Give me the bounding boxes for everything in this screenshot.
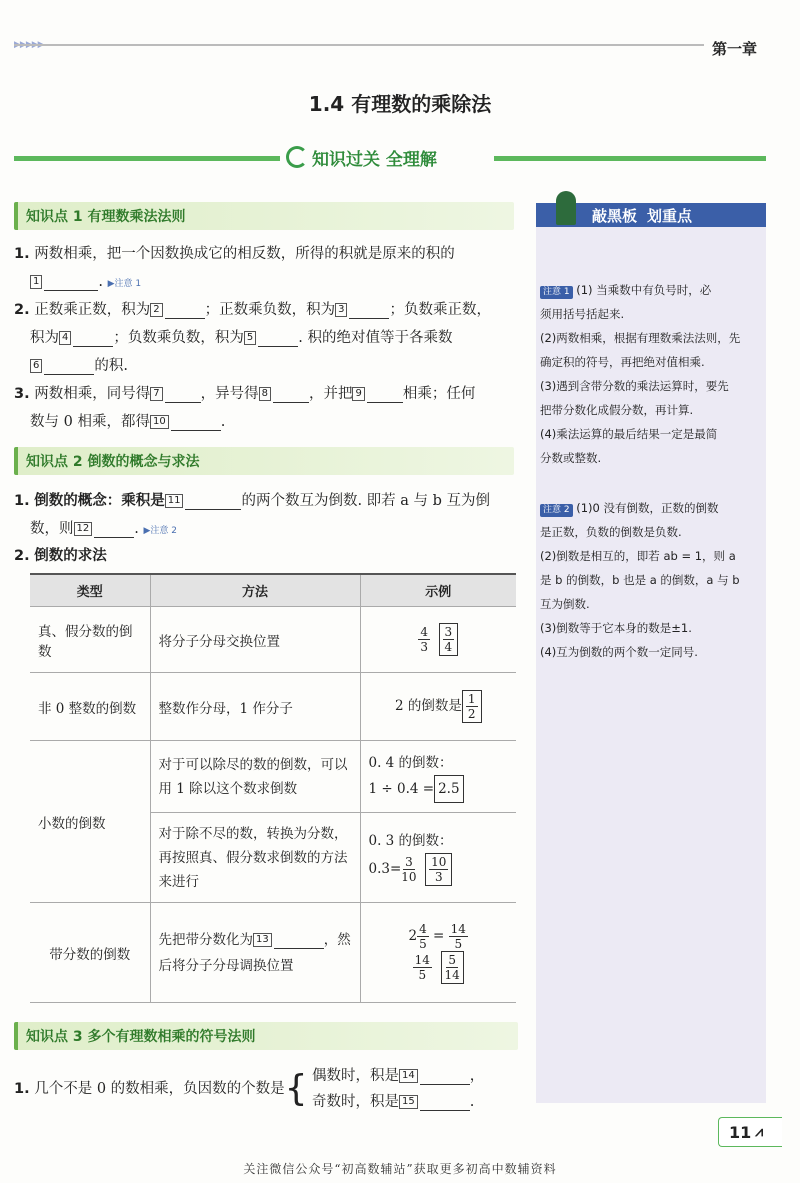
page-title: 1.4 有理数的乘除法: [308, 92, 492, 116]
banner-rule-right: [490, 156, 766, 161]
kp3-even: 偶数时，积是 14 ，: [312, 1068, 485, 1084]
kp3-heading: 知识点 3 多个有理数相乘的符号法则: [14, 1022, 518, 1050]
footer-text: 关注微信公众号“初高数辅站”获取更多初高中数辅资料: [243, 1162, 557, 1176]
kp2-item1: 1. 倒数的概念：乘积是 11 的两个数互为倒数. 即若 a 与 b 互为倒: [14, 493, 491, 509]
sidebar-note2: 注意 2 (1)0 没有倒数，正数的倒数 是正数，负数的倒数是负数. (2)倒数是相互的，即若 ab = 1，则 a 是 b 的倒数，b 也是 a 的倒数，a 与 b 互为倒数. (3)倒数等于它本身的数是±1. (4)互为倒数的两个数一定同号.: [540, 501, 740, 659]
blank-2[interactable]: [165, 301, 205, 319]
section-banner: 知识过关 全理解: [280, 143, 494, 171]
blank-4[interactable]: [73, 329, 113, 347]
table-header-type: 类型: [30, 574, 150, 607]
sidebar-header: 敲黑板 划重点: [536, 203, 766, 227]
blank-7[interactable]: [165, 385, 201, 403]
blank-15[interactable]: [420, 1093, 470, 1111]
table-row: 带分数的倒数 先把带分数化为 13 ，然后将分子分母调换位置 2 $\frac{4}{5}$ = $\frac{14}{5}$ $\frac{14}{5}$ $\frac{5}{14}$: [30, 903, 516, 1003]
table-row: 非 0 整数的倒数 整数作分母，1 作分子 2 的倒数是 $\frac{1}{2}$: [30, 673, 516, 741]
kp1-heading: 知识点 1 有理数乘法法则: [14, 202, 514, 230]
blank-10[interactable]: [171, 413, 221, 431]
blank-11[interactable]: [185, 492, 241, 510]
kp2-heading: 知识点 2 倒数的概念与求法: [14, 447, 514, 475]
blank-13[interactable]: [274, 931, 324, 949]
sidebar-note1: 注意 1 (1) 当乘数中有负号时，必 须用括号括起来. (2)两数相乘，根据有理数乘法法则，先 确定积的符号，再把绝对值相乘. (3)遇到含带分数的乘法运算时，要先 把带分数化成假分数，再计算. (4)乘法运算的最后结果一定是最简 分数或整数.: [540, 283, 741, 465]
kp1-item1-cont: 1 . ▶注意 1: [30, 268, 141, 298]
kp1-item2-cont: 积为 4 ；负数乘负数，积为 5 . 积的绝对值等于各乘数: [30, 330, 453, 346]
compass-icon: ⩘: [755, 1124, 764, 1140]
page-number: 11 ⩘: [718, 1117, 782, 1147]
kp3-odd: 奇数时，积是 15 .: [312, 1094, 475, 1110]
chapter-label: 第一章: [712, 40, 758, 58]
header-rule: [14, 44, 704, 46]
kp1-item1: 1. 两数相乘，把一个因数换成它的相反数，所得的积就是原来的积的: [14, 246, 455, 262]
blank-14[interactable]: [420, 1067, 470, 1085]
blank-9[interactable]: [367, 385, 403, 403]
banner-rule-left: [14, 156, 284, 161]
blank-12[interactable]: [94, 520, 134, 538]
kp3-item1: 1. 几个不是 0 的数相乘，负因数的个数是{: [14, 1068, 308, 1109]
blank-3[interactable]: [349, 301, 389, 319]
kp1-item2: 2. 正数乘正数，积为 2 ；正数乘负数，积为 3 ；负数乘正数，: [14, 302, 491, 318]
table-row: 小数的倒数 对于可以除尽的数的倒数，可以用 1 除以这个数求倒数 0. 4 的倒数： 1 ÷ 0.4 = 2.5: [30, 741, 516, 813]
table-header-example: 示例: [360, 574, 516, 607]
blank-8[interactable]: [273, 385, 309, 403]
blank-1[interactable]: [44, 273, 98, 291]
kp1-item3-cont: 数与 0 相乘，都得 10 .: [30, 414, 226, 430]
table-row: 对于除不尽的数，转换为分数，再按照真、假分数求倒数的方法来进行 0. 3 的倒数： 0.3= $\frac{3}{10}$ $\frac{10}{3}$: [30, 813, 516, 903]
teacher-icon: [556, 191, 576, 225]
kp2-item2: 2. 倒数的求法: [14, 548, 107, 564]
blank-6[interactable]: [44, 357, 94, 375]
blank-5[interactable]: [258, 329, 298, 347]
kp2-item1-cont: 数，则 12 . ▶注意 2: [30, 521, 177, 537]
kp1-item3: 3. 两数相乘，同号得 7 ，异号得 8 ，并把 9 相乘；任何: [14, 386, 476, 402]
table-header-method: 方法: [150, 574, 360, 607]
refresh-icon: [286, 146, 308, 168]
table-row: 真、假分数的倒数 将分子分母交换位置 $\frac{4}{3}$ $\frac{3}{4}$: [30, 607, 516, 673]
reciprocal-table: [30, 573, 516, 1003]
kp1-item2-end: 6 的积.: [30, 352, 128, 380]
